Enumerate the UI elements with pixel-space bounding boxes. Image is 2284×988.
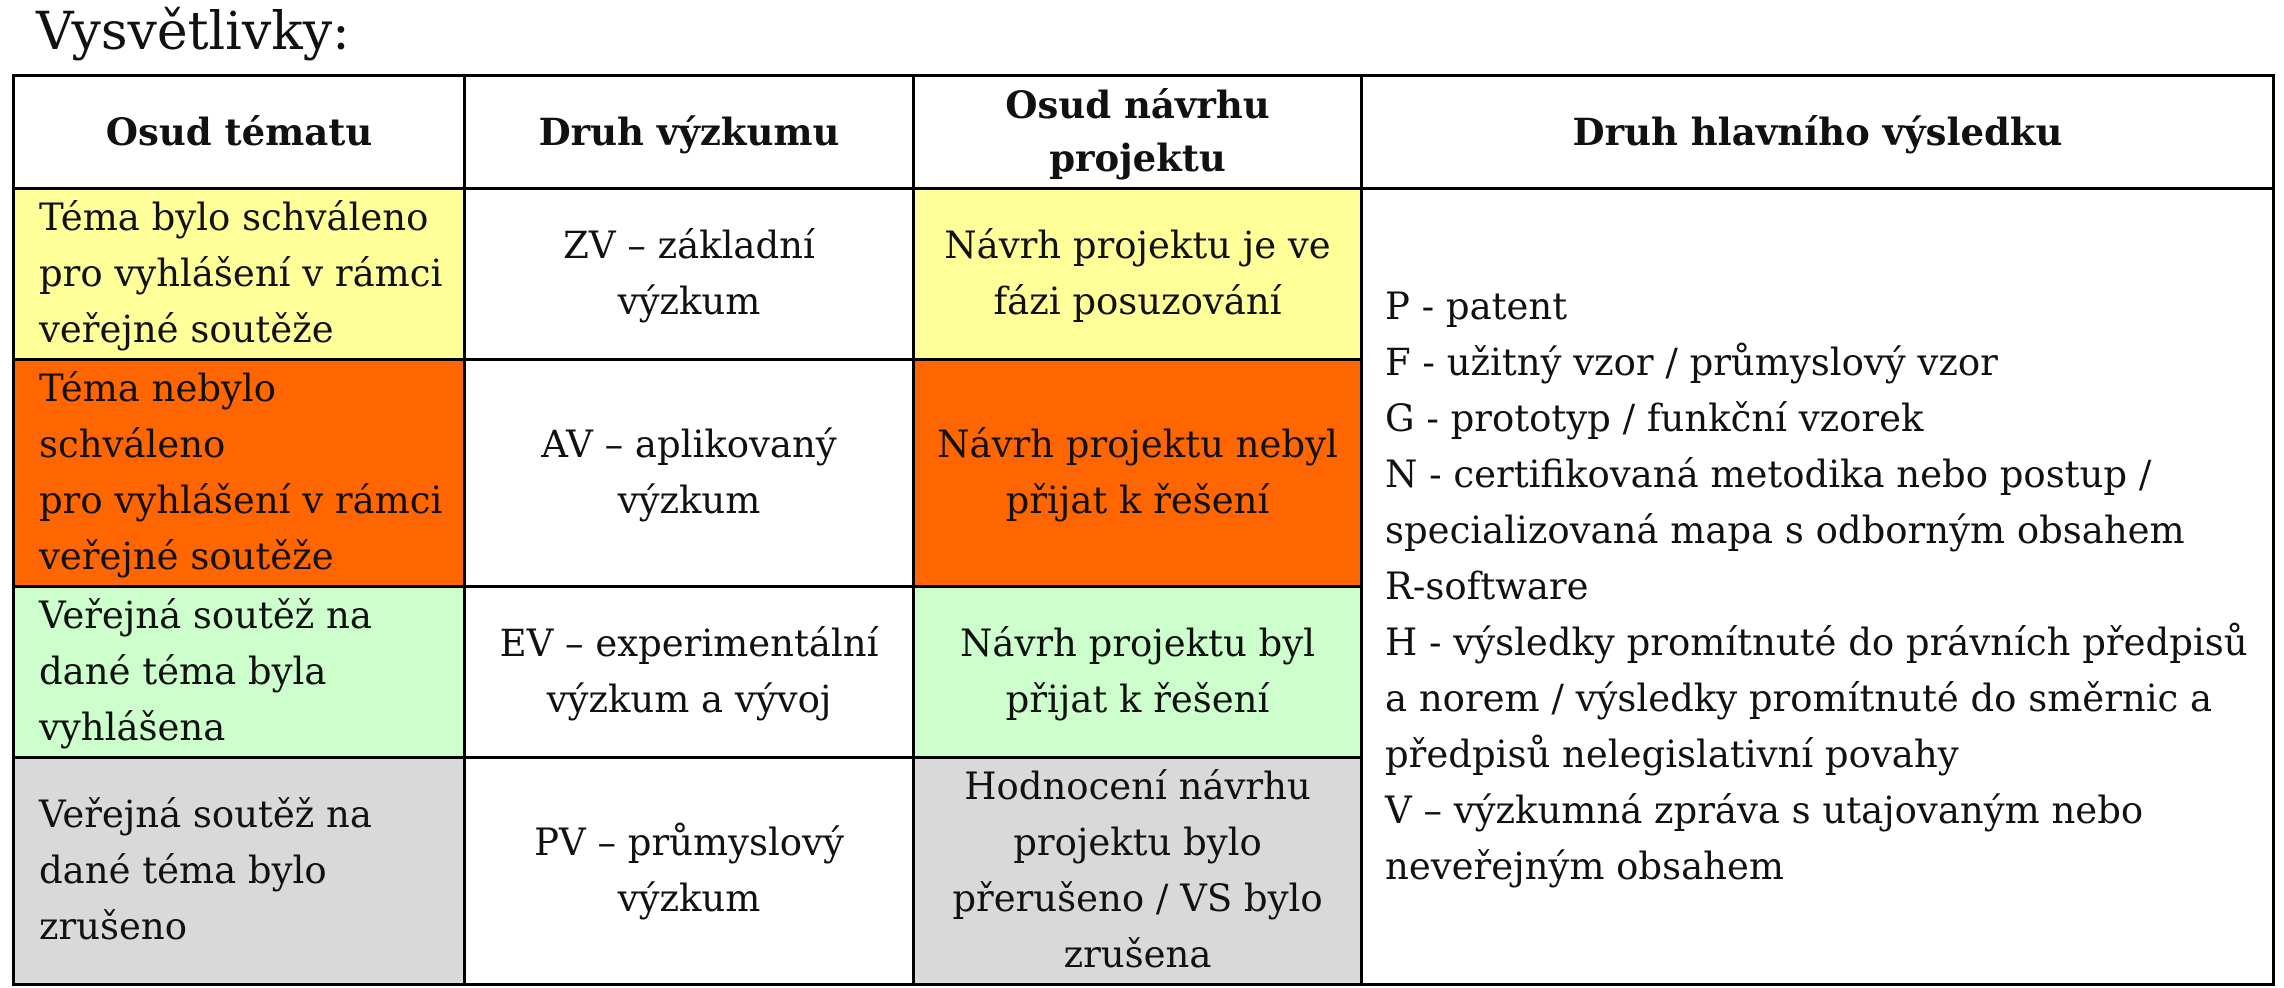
header-row	[14, 76, 2274, 189]
header-proposal-fate: Osud návrhu projektu	[914, 76, 1362, 189]
research-type-cell: ZV – základní výzkum	[465, 189, 914, 360]
topic-fate-cell: Veřejná soutěž na dané téma bylo zrušeno	[14, 758, 465, 985]
legend-table	[12, 74, 2275, 986]
main-result-line: V – výzkumná zpráva s utajovaným nebo	[1385, 788, 2144, 832]
main-result-line: neveřejným obsahem	[1385, 844, 1784, 888]
topic-fate-cell: Téma bylo schváleno pro vyhlášení v rámci veřejné soutěže	[14, 189, 465, 360]
main-result-line: N - certifikovaná metodika nebo postup /	[1385, 452, 2152, 496]
proposal-fate-cell: Návrh projektu je ve fázi posuzování	[914, 189, 1362, 360]
main-results-list	[1385, 279, 2262, 895]
header-topic-fate: Osud tématu	[14, 76, 465, 189]
main-result-line: R-software	[1385, 564, 1589, 608]
proposal-fate-cell: Návrh projektu byl přijat k řešení	[914, 587, 1362, 758]
main-result-line: G - prototyp / funkční vzorek	[1385, 396, 1924, 440]
header-main-result-type: Druh hlavního výsledku	[1362, 76, 2274, 189]
topic-fate-cell: Téma nebylo schváleno pro vyhlášení v rámci veřejné soutěže	[14, 360, 465, 587]
main-result-line: specializovaná mapa s odborným obsahem	[1385, 508, 2185, 552]
main-result-line: předpisů nelegislativní povahy	[1385, 732, 1959, 776]
research-type-cell: EV – experimentální výzkum a vývoj	[465, 587, 914, 758]
main-result-line: H - výsledky promítnuté do právních předpisů	[1385, 620, 2248, 664]
research-type-cell: AV – aplikovaný výzkum	[465, 360, 914, 587]
main-result-line: F - užitný vzor / průmyslový vzor	[1385, 340, 1998, 384]
topic-fate-cell: Veřejná soutěž na dané téma byla vyhlášena	[14, 587, 465, 758]
proposal-fate-cell: Návrh projektu nebyl přijat k řešení	[914, 360, 1362, 587]
table-row	[14, 189, 2274, 360]
main-result-line: a norem / výsledky promítnuté do směrnic a	[1385, 676, 2213, 720]
proposal-fate-cell: Hodnocení návrhu projektu bylo přerušeno / VS bylo zrušena	[914, 758, 1362, 985]
research-type-cell: PV – průmyslový výzkum	[465, 758, 914, 985]
main-result-line: P - patent	[1385, 284, 1568, 328]
main-results-cell	[1362, 189, 2274, 985]
header-research-type: Druh výzkumu	[465, 76, 914, 189]
page-title: Vysvětlivky:	[36, 2, 350, 62]
